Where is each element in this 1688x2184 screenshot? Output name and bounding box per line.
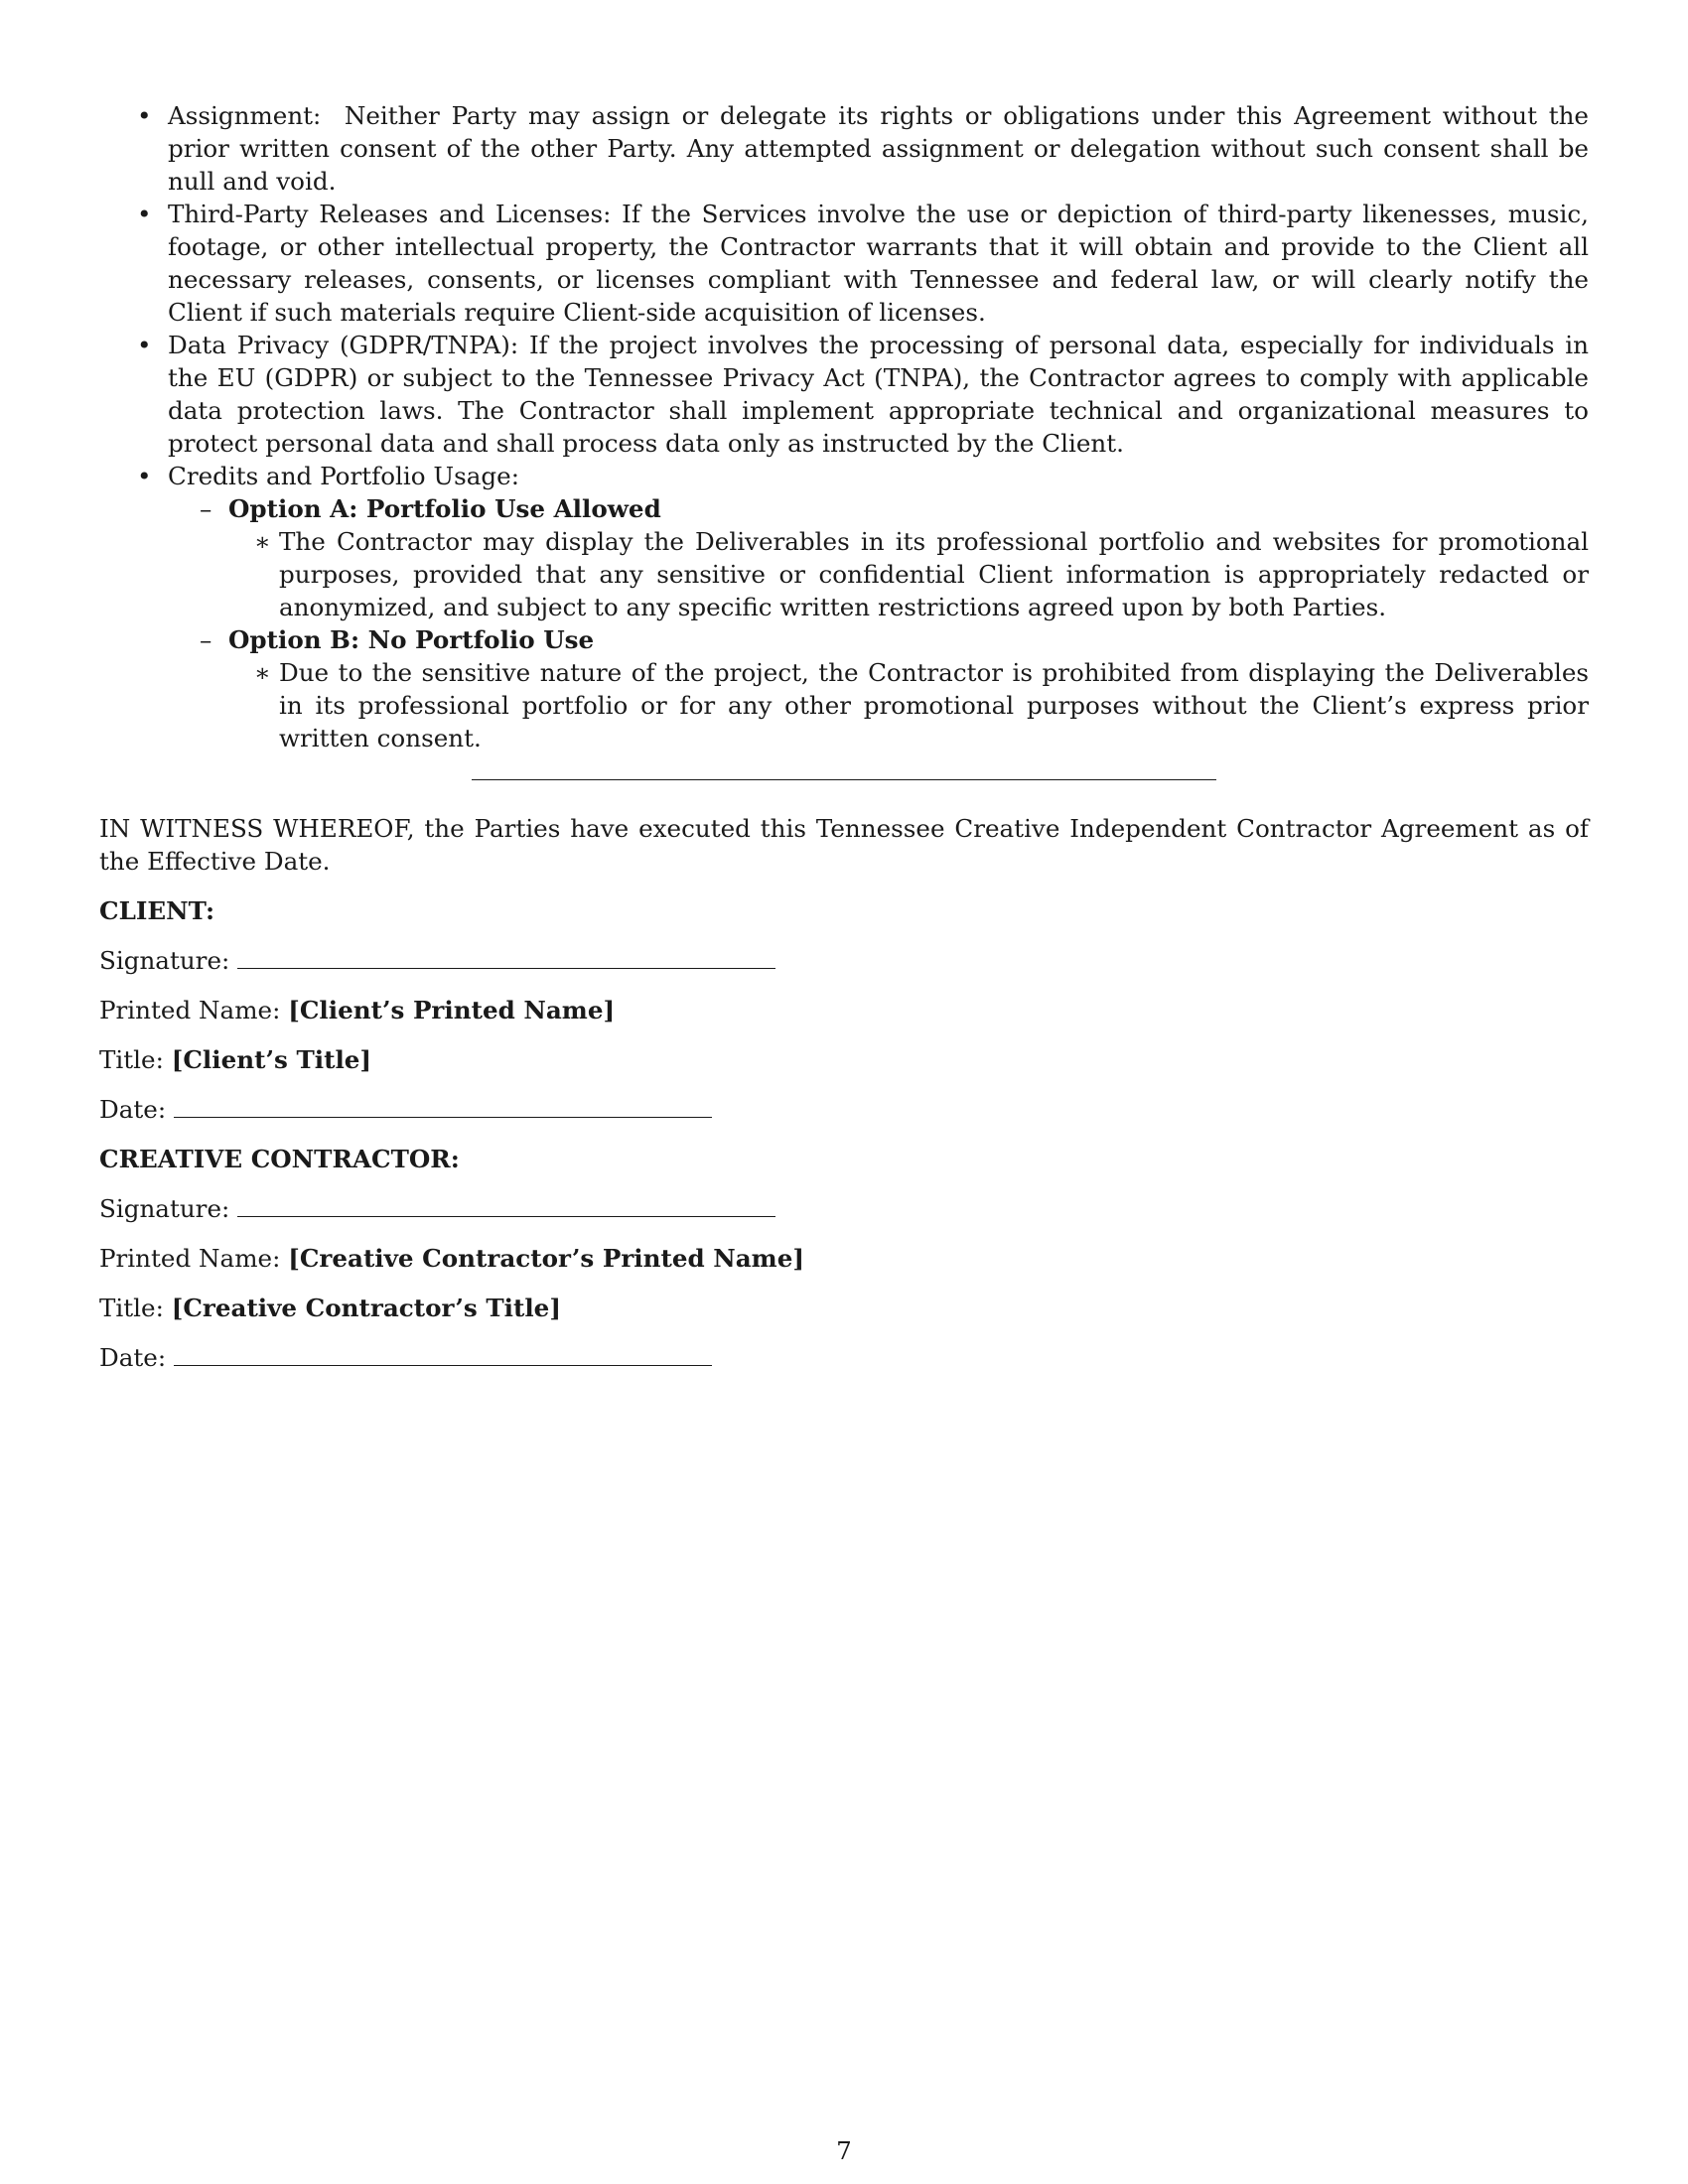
option-a-text: ∗ The Contractor may display the Deliverables in its professional portfolio and websites for promotional purposes, provided that any sensitive or confidential Client information is appropriately redacted or anonymized, and subject to any specific written restrictions agreed upon by both Parties. [228, 525, 1589, 623]
signature-label: Signature: [99, 946, 230, 975]
contractor-date-blank[interactable] [174, 1364, 712, 1366]
document-page [99, 99, 1589, 1374]
date-label: Date: [99, 1343, 167, 1372]
option-title: Option A: Portfolio Use Allowed [228, 494, 661, 523]
option-b-details [228, 656, 1589, 754]
client-signature-line [99, 944, 1589, 977]
clause-data-privacy [99, 329, 1589, 460]
clause-label: Assignment: [168, 101, 322, 130]
printed-name-label: Printed Name: [99, 1244, 281, 1273]
title-label: Title: [99, 1294, 164, 1322]
client-title-value: [Client’s Title] [171, 1045, 372, 1074]
clause-text: If the Services involve the use or depiction of third-party likenesses, music, footage, or other intellectual property, the Contractor warrants that it will obtain and provide to the Client all necessary releases, consents, or licenses compliant with Tennessee and federal law, or will clearly notify the Client if such materials require Client-side acquisition of licenses. [168, 200, 1589, 327]
clause-label: Data Privacy (GDPR/TNPA): [168, 331, 519, 359]
client-heading: CLIENT: [99, 896, 215, 925]
date-label: Date: [99, 1095, 167, 1124]
contractor-signature-blank[interactable] [237, 1215, 775, 1217]
option-list [168, 492, 1589, 754]
contractor-title-line [99, 1292, 1589, 1324]
section-divider [99, 754, 1589, 812]
printed-name-label: Printed Name: [99, 996, 281, 1024]
witness-statement: IN WITNESS WHEREOF, the Parties have executed this Tennessee Creative Independent Contractor Agreement as of the Effective Date. [99, 814, 1589, 876]
horizontal-rule [472, 779, 1216, 780]
signature-label: Signature: [99, 1194, 230, 1223]
clause-label: Credits and Portfolio Usage: [168, 462, 519, 490]
contractor-printed-name-line [99, 1242, 1589, 1275]
option-title: Option B: No Portfolio Use [228, 625, 595, 654]
client-printed-name-value: [Client’s Printed Name] [288, 996, 616, 1024]
option-b-text: ∗ Due to the sensitive nature of the project, the Contractor is prohibited from displaying the Deliverables in its professional portfolio or for any other promotional purposes without the Client’s express prior written consent. [228, 656, 1589, 754]
page-number: 7 [836, 2136, 852, 2165]
client-date-line [99, 1093, 1589, 1126]
contractor-signature-line [99, 1192, 1589, 1225]
client-signature-blank[interactable] [237, 967, 775, 969]
option-a [168, 492, 1589, 623]
client-printed-name-line [99, 994, 1589, 1026]
clause-third-party [99, 198, 1589, 329]
clause-assignment [99, 99, 1589, 198]
clause-label: Third-Party Releases and Licenses: [168, 200, 612, 228]
client-title-line [99, 1043, 1589, 1076]
clause-text: Neither Party may assign or delegate its rights or obligations under this Agreement without the prior written consent of the other Party. Any attempted assignment or delegation without such consent shall be null and void. [168, 101, 1589, 196]
clause-text: If the project involves the processing of personal data, especially for individuals in the EU (GDPR) or subject to the Tennessee Privacy Act (TNPA), the Contractor agrees to comply with applicable data protection laws. The Contractor shall implement appropriate technical and organizational measures to protect personal data and shall process data only as instructed by the Client. [168, 331, 1590, 458]
contractor-date-line [99, 1341, 1589, 1374]
client-date-blank[interactable] [174, 1116, 712, 1118]
option-b [168, 623, 1589, 754]
contractor-title-value: [Creative Contractor’s Title] [171, 1294, 561, 1322]
contractor-heading: CREATIVE CONTRACTOR: [99, 1145, 460, 1173]
option-a-details [228, 525, 1589, 623]
title-label: Title: [99, 1045, 164, 1074]
contractor-printed-name-value: [Creative Contractor’s Printed Name] [288, 1244, 804, 1273]
clause-list [99, 99, 1589, 754]
clause-credits [99, 460, 1589, 754]
